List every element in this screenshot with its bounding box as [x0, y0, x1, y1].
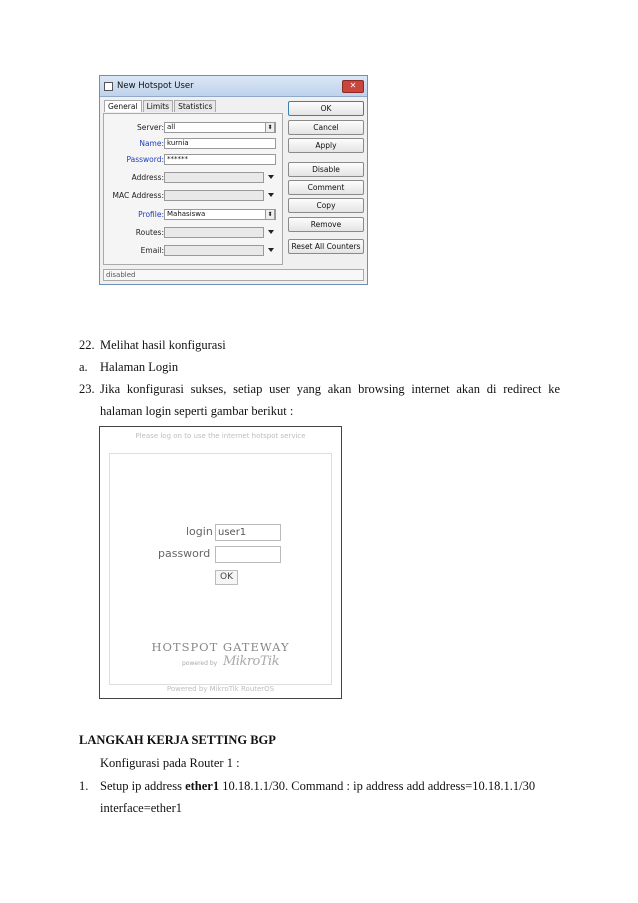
item-a-number: a. — [79, 360, 88, 374]
login-frame — [109, 453, 332, 685]
email-input[interactable] — [164, 245, 264, 256]
tab-statistics[interactable]: Statistics — [174, 100, 216, 112]
hotspot-gateway-title: HOTSPOT GATEWAY — [151, 640, 290, 654]
item-22-number: 22. — [79, 338, 95, 352]
dialog-titlebar[interactable] — [100, 76, 367, 97]
server-select[interactable]: all — [164, 122, 276, 133]
name-input[interactable]: kurnia — [164, 138, 276, 149]
email-row — [104, 245, 282, 257]
section-subheading: Konfigurasi pada Router 1 : — [100, 756, 240, 770]
routes-input[interactable] — [164, 227, 264, 238]
powered-by-text: powered by — [182, 660, 218, 667]
profile-row — [104, 209, 282, 221]
password-row — [104, 154, 282, 166]
window-menu-icon[interactable] — [104, 82, 113, 91]
disable-button[interactable]: Disable — [288, 162, 364, 177]
general-panel — [103, 113, 283, 265]
login-ok-button[interactable]: OK — [215, 570, 238, 585]
dialog-tabs — [104, 100, 217, 112]
item-23-line2: halaman login seperti gambar berikut : — [100, 404, 294, 418]
item-1-line2: interface=ether1 — [100, 801, 182, 815]
name-row — [104, 138, 282, 150]
hotspot-login-page — [99, 426, 342, 699]
profile-label: Profile: — [138, 210, 164, 219]
address-input[interactable] — [164, 172, 264, 183]
mac-address-row — [104, 190, 282, 202]
mikrotik-logo: MikroTik — [223, 654, 280, 669]
item-1-prefix: Setup ip address — [100, 779, 186, 793]
address-dropdown-icon[interactable] — [268, 175, 274, 179]
status-bar: disabled — [103, 269, 364, 281]
server-label: Server: — [137, 123, 164, 132]
email-label: Email: — [140, 246, 164, 255]
profile-select-arrow-icon[interactable]: ⬍ — [265, 209, 275, 220]
login-password-input[interactable] — [215, 546, 281, 563]
item-1-ether1: ether1 — [185, 779, 220, 793]
cancel-button[interactable]: Cancel — [288, 120, 364, 135]
profile-select[interactable]: Mahasiswa — [164, 209, 276, 220]
tab-limits[interactable]: Limits — [143, 100, 174, 112]
login-footer-text: Powered by MikroTik RouterOS — [166, 685, 275, 693]
tab-general[interactable]: General — [104, 100, 142, 112]
dialog-title: New Hotspot User — [117, 81, 194, 91]
close-icon[interactable]: ✕ — [342, 80, 364, 93]
remove-button[interactable]: Remove — [288, 217, 364, 232]
item-23-number: 23. — [79, 382, 95, 396]
copy-button[interactable]: Copy — [288, 198, 364, 213]
password-field-label: password — [158, 547, 211, 560]
mac-address-dropdown-icon[interactable] — [268, 193, 274, 197]
mac-address-input[interactable] — [164, 190, 264, 201]
routes-label: Routes: — [135, 228, 164, 237]
routes-dropdown-icon[interactable] — [268, 230, 274, 234]
item-23-line1: Jika konfigurasi sukses, setiap user yang akan browsing internet akan di redirect ke — [100, 382, 560, 396]
reset-all-counters-button[interactable]: Reset All Counters — [288, 239, 364, 254]
name-label: Name: — [139, 139, 164, 148]
item-1-line1 — [100, 779, 535, 794]
email-dropdown-icon[interactable] — [268, 248, 274, 252]
password-input[interactable]: ****** — [164, 154, 276, 165]
section-heading: LANGKAH KERJA SETTING BGP — [79, 733, 276, 747]
mac-address-label: MAC Address: — [112, 191, 164, 200]
server-row — [104, 122, 282, 134]
login-label: login — [186, 525, 213, 538]
comment-button[interactable]: Comment — [288, 180, 364, 195]
server-select-arrow-icon[interactable]: ⬍ — [265, 122, 275, 133]
address-label: Address: — [131, 173, 164, 182]
routes-row — [104, 227, 282, 239]
item-a-text: Halaman Login — [100, 360, 179, 374]
login-header-text: Please log on to use the internet hotspot service — [135, 432, 306, 440]
ok-button[interactable]: OK — [288, 101, 364, 116]
item-22-text: Melihat hasil konfigurasi — [100, 338, 226, 352]
password-label: Password: — [126, 155, 164, 164]
item-1-number: 1. — [79, 779, 89, 793]
item-1-suffix: 10.18.1.1/30. Command : ip address add address=10.18.1.1/30 — [219, 779, 536, 793]
new-hotspot-user-dialog — [99, 75, 368, 285]
login-input[interactable]: user1 — [215, 524, 281, 541]
address-row — [104, 172, 282, 184]
apply-button[interactable]: Apply — [288, 138, 364, 153]
